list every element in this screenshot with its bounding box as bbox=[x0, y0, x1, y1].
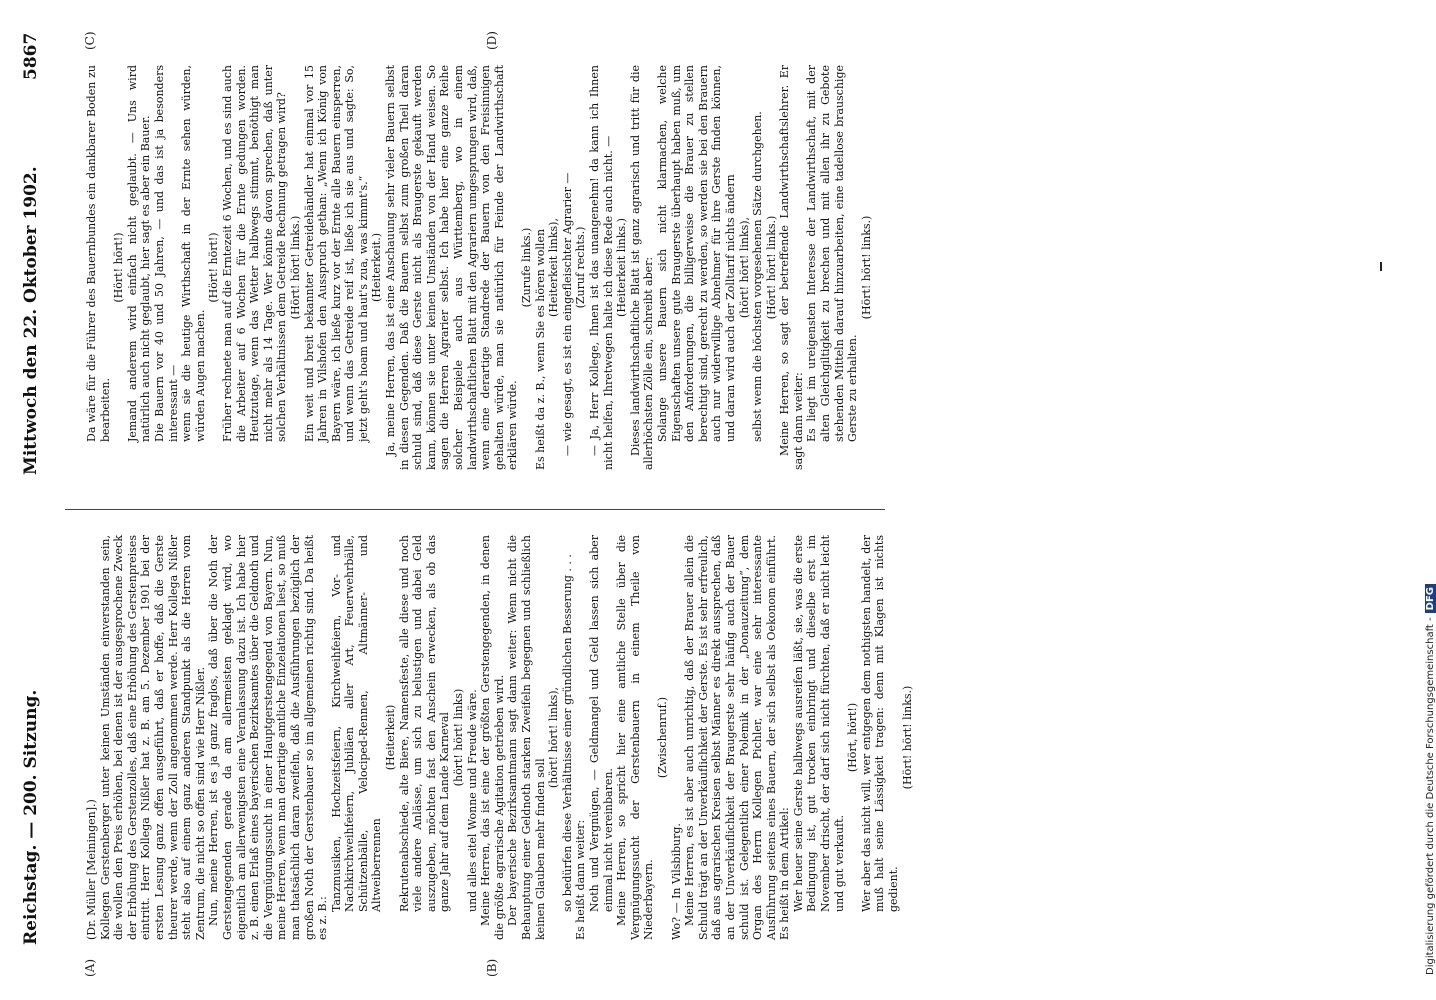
interjection: (Heiterkeit) bbox=[384, 704, 398, 771]
interjection: (Hört! hört! links.) bbox=[859, 215, 873, 320]
paragraph: — Ja, Herr Kollege, Ihnen ist das unangenehm! da kann ich Ihnen nicht helfen, Ihretwegen halte ich diese Rede auch nicht. — bbox=[587, 65, 615, 470]
header-date: Mittwoch den 22. Oktober 1902. bbox=[21, 166, 41, 475]
margin-marker-b: (B) bbox=[485, 958, 499, 977]
interjection: (Heiterkeit links.) bbox=[615, 218, 629, 317]
interjection: (Hört! hört! links.) bbox=[764, 215, 778, 320]
interjection: (Heiterkeit.) bbox=[370, 233, 384, 303]
paragraph: Es heißt da z. B., wenn Sie es hören wollen bbox=[533, 228, 547, 470]
quotation: Tanzmusiken, Hochzeitsfeiern, Kirchweihfeiern, Vor- und Nachkirchweihfeiern, Jubiläen aller Art, Feuerwehrbälle, Schützenbälle, Velociped-Rennen, Altmänner- und Altweiberrennen bbox=[329, 535, 384, 912]
newspaper-page bbox=[15, 25, 1405, 985]
interjection: (Hört! hört! links.) bbox=[900, 685, 914, 790]
quotation: Früher rechnete man auf die Erntezeit 6 Wochen, und es sind auch die Arbeiter auf 6 Wochen für die Ernte gedungen worden. Heutzutage, wenn das Wetter halbwegs stimmt, benöthigt man nicht mehr als 14 Tage. Wer könnte davon sprechen, daß unter solchen Verhältnissen dem Getreide Rechnung getragen wird? bbox=[220, 65, 289, 442]
interjection: (Hört, hört!) bbox=[846, 702, 860, 773]
interjection: (Heiterkeit links), bbox=[547, 218, 561, 317]
interjection: (Hört! hört! links.) bbox=[288, 215, 302, 320]
paragraph: Kollegen Gerstenberger unter keinen Umständen einverstanden sein, die wollen den Preis erhöhen, bei denen ist der ausgesprochene Zweck der Erhöhung des Gerstenzolles, daß eine Erhöhung des Gerstenpreises eintritt. Herr Kollega Nißler hat z. B. am 5. Dezember 1901 bei der ersten Lesung ganz offen ausgeführt, daß er hoffe, daß die Gerste theurer werde, wenn der Zoll angenommen werde. Herr Kollega Nißler steht also auf einem ganz anderen Standpunkt als die Herren vom Zentrum, die nicht so offen sind wie Herr Nißler. bbox=[98, 535, 207, 940]
quotation: so bedürfen diese Verhältnisse einer gründlichen Besserung . . . bbox=[560, 554, 574, 912]
interjection: (Zwischenruf.) bbox=[655, 696, 669, 779]
paragraph: Dieses landwirthschaftliche Blatt ist ganz agrarisch und tritt für die allerhöchsten Zölle ein, schreibt aber: bbox=[628, 65, 656, 470]
paragraph: Der bayerische Bezirksamtmann sagt dann weiter: Wenn nicht die Behauptung einer Geldnoth starken Zweifeln begegnen und schließlich keinen Glauben mehr finden soll bbox=[506, 535, 547, 940]
paragraph: — wie gesagt, es ist ein eingefleischter Agrarier — bbox=[560, 172, 574, 456]
interjection: (Zurufe links.) bbox=[520, 227, 533, 308]
quotation: wenn sie die heutige Wirthschaft in der Ernte sehen würden, würden Augen machen. bbox=[180, 65, 207, 442]
quotation: Da wäre für die Führer des Bauernbundes ein dankbarer Boden zu bearbeiten. bbox=[85, 65, 112, 442]
speaker-line: (Dr. Müller [Meiningen].) bbox=[85, 799, 98, 940]
quotation: selbst wenn die höchsten vorgesehenen Sätze durchgehen. bbox=[751, 111, 765, 442]
credit-text: Digitalisierung gefördert durch die Deutsche Forschungsgemeinschaft - bbox=[1425, 617, 1436, 975]
right-column bbox=[85, 65, 873, 470]
margin-marker-a: (A) bbox=[83, 958, 97, 977]
quotation: und alles eitel Wonne und Freude wäre. bbox=[465, 689, 479, 912]
interjection: (Zuruf rechts.) bbox=[574, 226, 588, 309]
quotation: Ein weit und breit bekannter Getreidehändler hat einmal vor 15 Jahren in Vilshofen den Ausspruch gethan: „Wenn ich König von Bayern wäre, ich ließe kurz vor der Ernte alle Bauern einsperren, und wenn das Getreide reif ist, ließe ich sie aus und sagte: So, jetzt geht's hoam und haut's zua, was kimmt's.“ bbox=[302, 65, 370, 442]
page-number: 5867 bbox=[21, 32, 41, 80]
quotation: Wer heuer seine Gerste halbwegs ausreifen läßt, sie, was die erste Bedingung ist, gut trocken einbringt und dieselbe erst im November drischt, der darf sich nicht fürchten, daß er nicht leicht und gut verkauft. bbox=[791, 535, 846, 912]
paragraph: Nun, meine Herren, ist es ja ganz fraglos, daß über die Noth der Gerstengegenden gerade da am allermeisten geklagt wird, wo eigentlich am allerwenigsten eine Veranlassung dazu ist. Ich habe hier z. B. einen Erlaß eines bayerischen Bezirksamtes über die Geldnoth und die Vergnügungssucht in einer Hauptgerstengegend von Bayern. Nun, meine Herren, wenn man derartige amtliche Einzelationen liest, so muß man thatsächlich daran zweifeln, daß die Ausführungen bezüglich der großen Noth der Gerstenbauer so im allgemeinen richtig sind. Da heißt es z. B.: bbox=[207, 535, 330, 940]
digitization-credit bbox=[1425, 5, 1436, 975]
paragraph: Meine Herren, so sagt der betreffende Landwirthschaftslehrer. Er sagt dann weiter: bbox=[778, 65, 805, 470]
scan-mark bbox=[1380, 262, 1382, 271]
dfg-logo: DFG bbox=[1425, 584, 1436, 613]
paragraph: Wo? — In Vilsbiburg. bbox=[669, 823, 683, 940]
paragraph: Ja, meine Herren, das ist eine Anschauung sehr vieler Bauern selbst in diesen Gegenden. Daß die Bauern selbst zum großen Theil daran schuld sind, daß diese Gerste nicht als Braugerste gekauft werden kann, können sie unter keinen Umständen von der Hand weisen. So sagen die Herren Agrarier selbst. Ich habe hier eine ganze Reihe solcher Beispiele auch aus Württemberg, wo in einem landwirthschaftlichen Blatt mit den Agrariern umgesprungen wird, daß, wenn eine derartige Standrede der Bauern von den Freisinnigen gehalten würde, man sie natürlich für Feinde der Landwirthschaft erklären würde. bbox=[384, 65, 520, 470]
quotation: Noth und Vergnügen, — Geldmangel und Geld lassen sich aber einmal nicht vereinbaren. bbox=[587, 535, 615, 912]
quotation: Die Bauern vor 40 und 50 Jahren, — und das ist ja besonders interessant — bbox=[152, 65, 180, 442]
column-divider bbox=[65, 509, 885, 510]
paragraph: Meine Herren, das ist eine der größten Gerstengegenden, in denen die größte agrarische Agitation getrieben wird. bbox=[479, 535, 506, 940]
quotation: Rekrutenabschiede, alte Biere, Namensfeste, alle diese und noch viele andere Anlässe, um sich zu belustigen und dabei Geld auszugeben, möchten fast den Anschein erwecken, als ob das ganze Jahr auf dem Lande Karneval bbox=[397, 535, 452, 912]
interjection: (hört! hört! links) bbox=[452, 688, 466, 787]
interjection: (hört! hört! links), bbox=[547, 686, 561, 789]
quotation: Jemand anderem wird einfach nicht geglaubt. — Uns wird natürlich auch nicht geglaubt, hier sagt es aber ein Bauer. bbox=[125, 65, 153, 442]
paragraph: Meine Herren, so spricht hier eine amtliche Stelle über die Vergnügungssucht der Gerstenbauern in einem Theile von Niederbayern. bbox=[615, 535, 656, 940]
quotation: Es liegt im ureigensten Interesse der Landwirthschaft, mit der alten Gleichgiltigkeit zu brechen und mit allen ihr zu Gebote stehenden Mitteln darauf hinzuarbeiten, eine tadellose brauschige Gerste zu erhalten. bbox=[805, 65, 860, 442]
interjection: (Hört! hört!) bbox=[112, 232, 126, 303]
paragraph: Es heißt dann weiter: bbox=[574, 819, 588, 940]
paragraph: Meine Herren, es ist aber auch unrichtig, daß der Brauer allein die Schuld trägt an der Unverkäuflichkeit der Gerste. Es ist sehr erfreulich, daß aus agrarischen Kreisen selbst Männer es direkt aussprechen, daß an der Unverkäuflichkeit der Braugerste sehr häufig auch der Bauer schuld ist. Gelegentlich einer Polemik in der „Donauzeitung“, dem Organ des Herrn Kollegen Pichler, war eine sehr interessante Ausführung seitens eines Bauern, der sich selbst als Oekonom einführt. Es heißt in dem Artikel: bbox=[683, 535, 792, 940]
header-session: Reichstag. — 200. Sitzung. bbox=[21, 689, 41, 945]
quotation: Solange unsere Bauern sich nicht klarmachen, welche Eigenschaften unsere gute Braugerste überhaupt haben muß, um den Anforderungen, die billigerweise die Brauer zu stellen berechtigt sind, gerecht zu werden, so werden sie bei den Brauern auch nur widerwillige Abnehmer für ihre Gerste finden können, und daran wird auch der Zolltarif nichts ändern bbox=[655, 65, 737, 442]
interjection: (hört! hört! links), bbox=[737, 216, 751, 319]
running-header bbox=[15, 25, 75, 985]
interjection: (Hört! hört!) bbox=[207, 232, 221, 303]
left-column bbox=[85, 535, 914, 940]
margin-marker-c: (C) bbox=[83, 31, 97, 50]
margin-marker-d: (D) bbox=[485, 31, 499, 50]
quotation: Wer aber das nicht will, wer entgegen dem nothigsten handelt, der muß halt seine Lässigkeit tragen: denn mit Klagen ist nichts gedient. bbox=[859, 535, 901, 912]
